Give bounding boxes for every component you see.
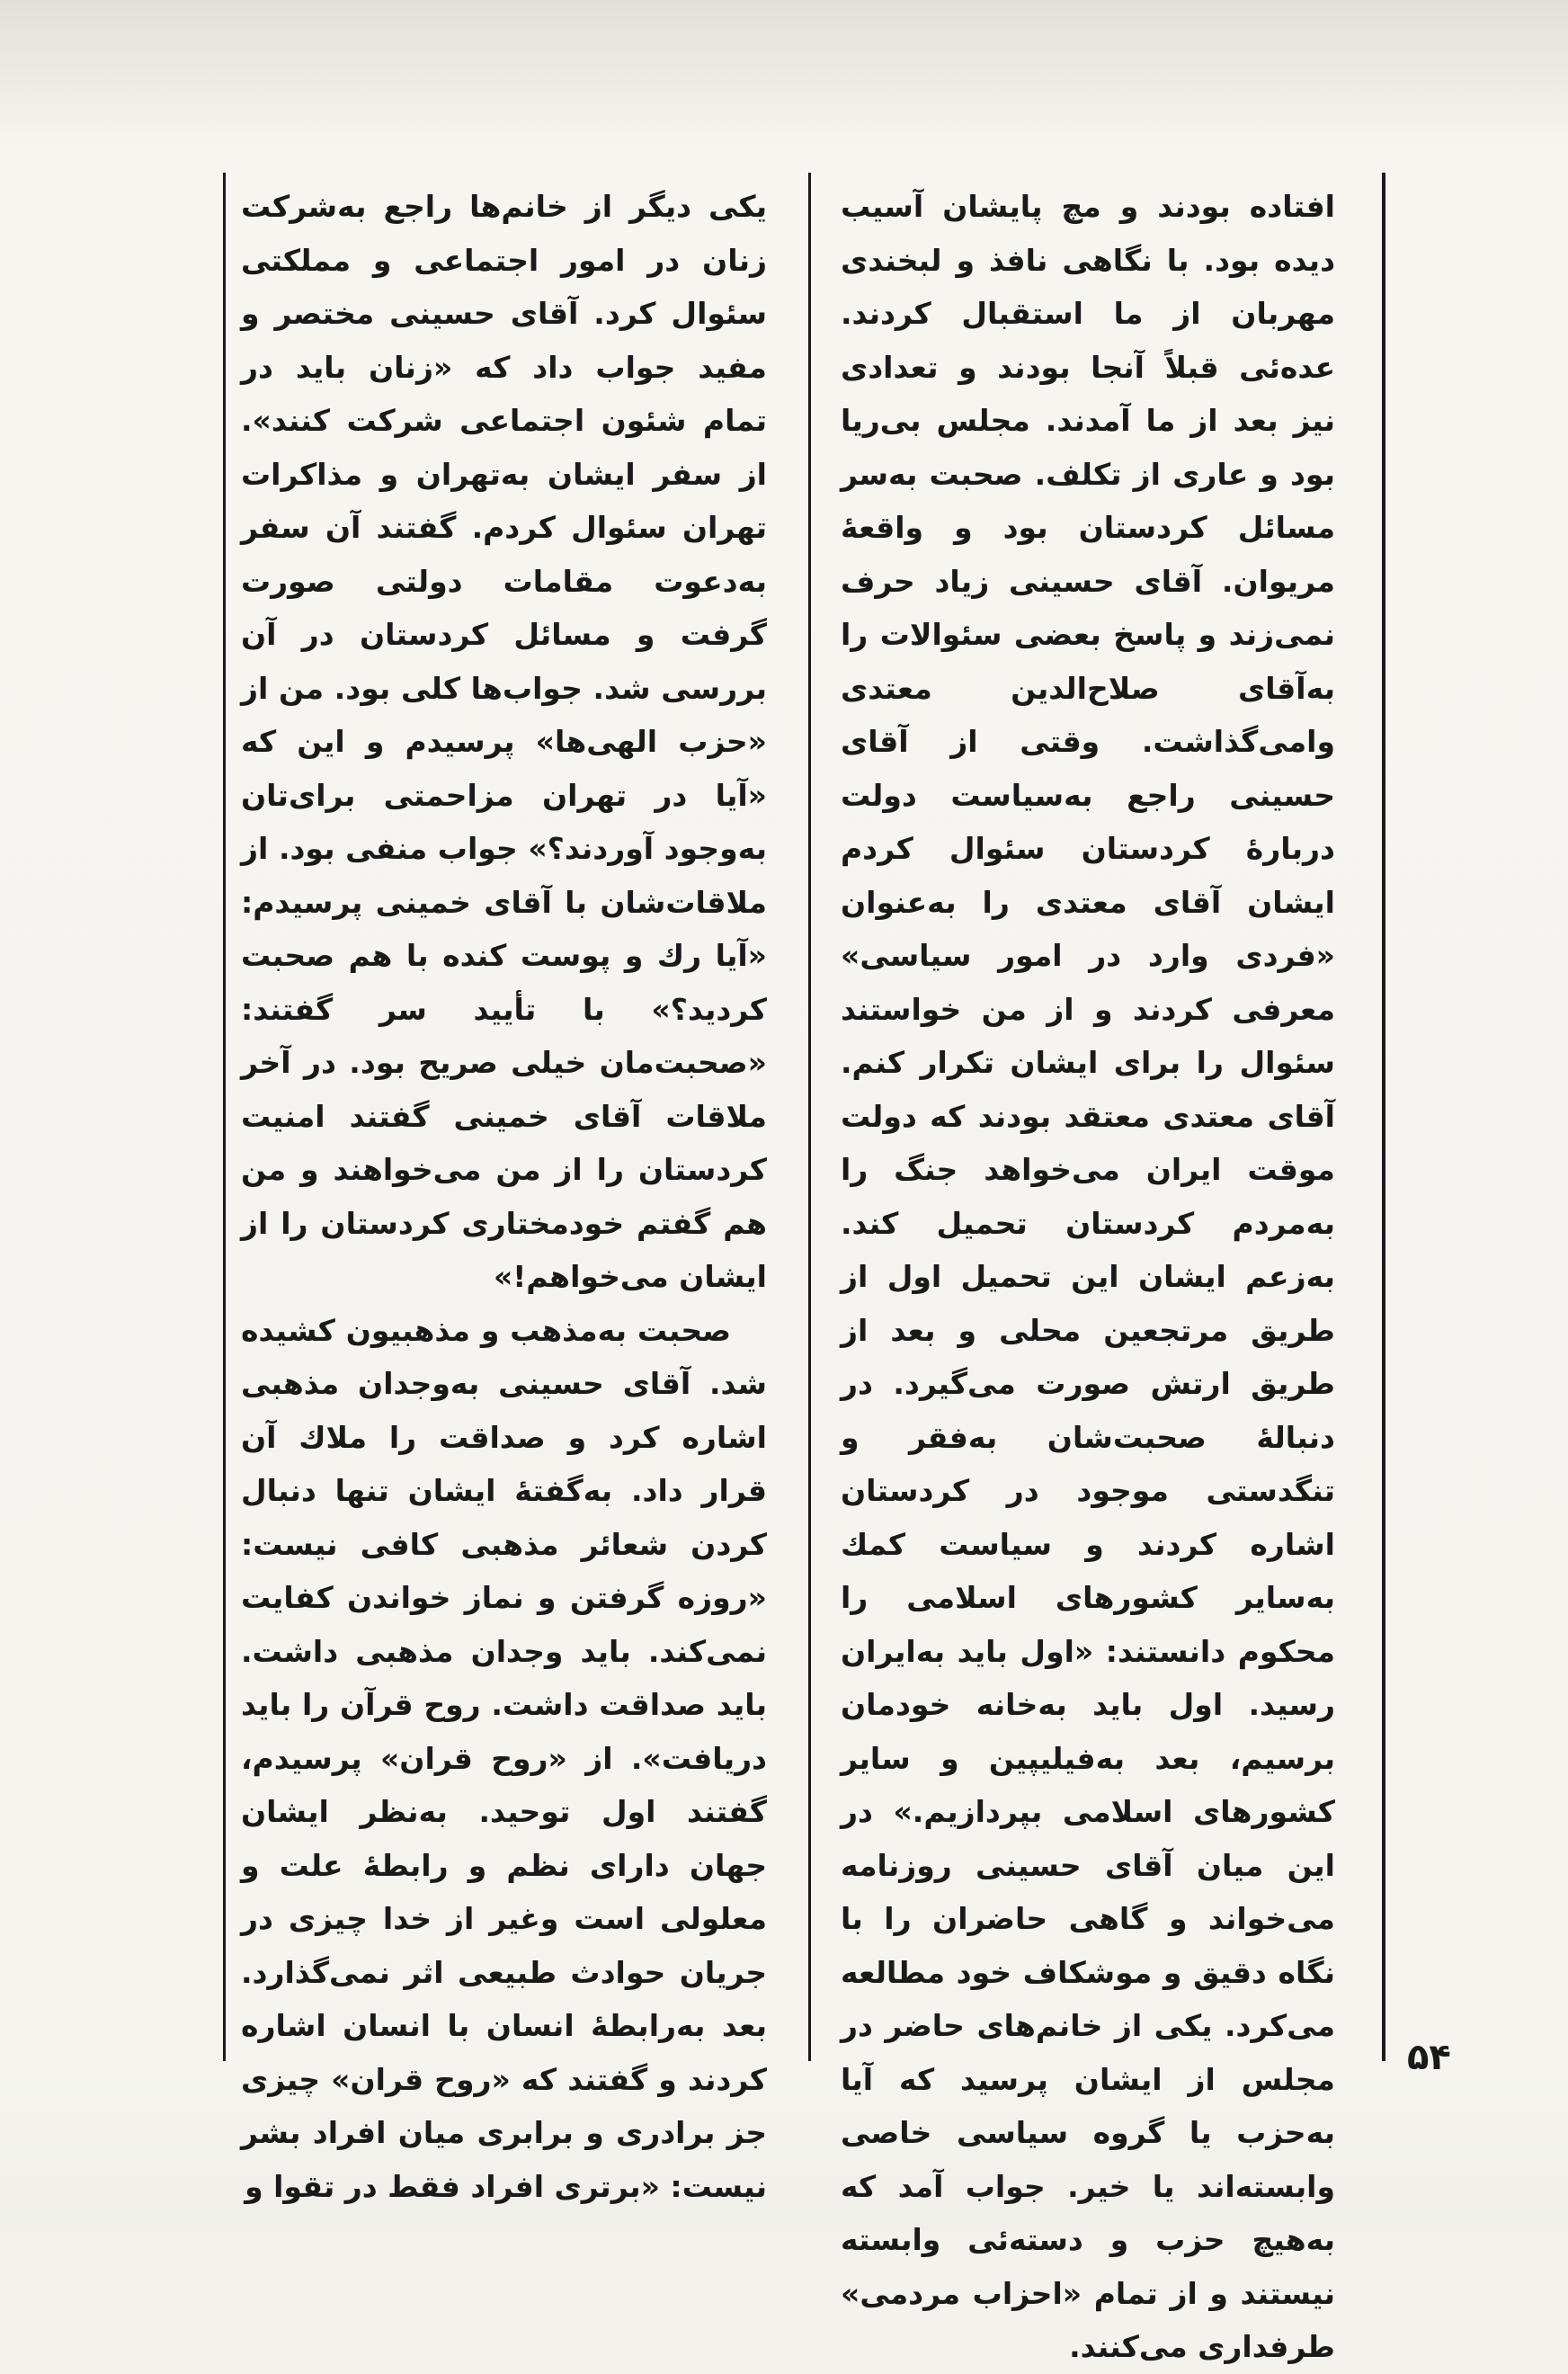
paper-fold-shadow <box>0 0 1568 148</box>
right-column-paragraph: افتاده بودند و مچ پایشان آسیب دیده بود. با نگاهی نافذ و لبخندی مهربان از ما استقبال کردند. عده‌ئی قبلاً آنجا بودند و تعدادی نیز بعد از ما آمدند. مجلس بی‌ریا بود و عاری از تکلف. صحبت به‌سر مسائل کردستان بود و واقعهٔ مریوان. آقای حسینی زیاد حرف نمی‌زند و پاسخ بعضی سئوالات را به‌آقای صلاح‌الدین معتدی وامی‌گذاشت. وقتی از آقای حسینی راجع به‌سیاست دولت دربارهٔ کردستان سئوال کردم ایشان آقای معتدی را به‌عنوان «فردی وارد در امور سیاسی» معرفی کردند و از من خواستند سئوال را برای ایشان تکرار کنم. آقای معتدی معتقد بودند که دولت موقت ایران می‌خواهد جنگ را به‌مردم کردستان تحمیل کند. به‌زعم ایشان این تحمیل اول از طریق مرتجعین محلی و بعد از طریق ارتش صورت می‌گیرد. در دنبالهٔ صحبت‌شان به‌فقر و تنگدستی موجود در کردستان اشاره کردند و سیاست کمك به‌سایر کشورهای اسلامی را محکوم دانستند: «اول باید به‌ایران رسید. اول باید به‌خانه خودمان برسیم، بعد به‌فیلیپین و سایر کشورهای اسلامی بپردازیم.» در این میان آقای حسینی روزنامه می‌خواند و گاهی حاضران را با نگاه دقیق و موشکاف خود مطالعه می‌کرد. یکی از خانم‌های حاضر در مجلس از ایشان پرسید که آیا به‌حزب یا گروه سیاسی خاصی وابسته‌اند یا خیر. جواب آمد که به‌هیچ حزب و دسته‌ئی وابسته نیستند و از تمام «احزاب مردمی» طرفداری می‌کنند. <box>841 189 1335 2364</box>
left-column-paragraph-2: صحبت به‌مذهب و مذهبیون کشیده شد. آقای حسینی به‌وجدان مذهبی اشاره کرد و صداقت را ملاك آن قرار داد. به‌گفتهٔ ایشان تنها دنبال کردن شعائر مذهبی کافی نیست: «روزه گرفتن و نماز خواندن کفایت نمی‌کند. باید وجدان مذهبی داشت. باید صداقت داشت. روح قرآن را باید دریافت». از «روح قران» پرسیدم، گفتند اول توحید. به‌نظر ایشان جهان دارای نظم و رابطهٔ علت و معلولی است وغیر از خدا چیزی در جریان حوادث طبیعی اثر نمی‌گذارد. بعد به‌رابطهٔ انسان با انسان اشاره کردند و گفتند که «روح قران» چیزی جز برادری و برابری میان افراد بشر نیست: «برتری افراد فقط در تقوا و <box>241 1312 767 2204</box>
left-column-paragraph-1: یکی دیگر از خانم‌ها راجع به‌شرکت زنان در امور اجتماعی و مملکتی سئوال کرد. آقای حسینی مختصر و مفید جواب داد که «زنان باید در تمام شئون اجتماعی شرکت کنند». از سفر ایشان به‌تهران و مذاکرات تهران سئوال کردم. گفتند آن سفر به‌دعوت مقامات دولتی صورت گرفت و مسائل کردستان در آن بررسی شد. جواب‌ها کلی بود. من از «حزب الهی‌ها» پرسیدم و این که «آیا در تهران مزاحمتی برای‌تان به‌وجود آوردند؟» جواب منفی بود. از ملاقات‌شان با آقای خمینی پرسیدم: «آیا رك و پوست کنده با هم صحبت کردید؟» با تأیید سر گفتند: «صحبت‌مان خیلی صریح بود. در آخر ملاقات آقای خمینی گفتند امنیت کردستان را از من می‌خواهند و من هم گفتم خودمختاری کردستان را از ایشان می‌خواهم!» <box>241 189 767 1294</box>
left-text-column <box>241 180 767 2213</box>
left-margin-rule <box>223 173 226 2061</box>
right-text-column <box>841 180 1335 2374</box>
column-divider-rule <box>808 173 811 2061</box>
right-margin-rule <box>1382 173 1385 2061</box>
page-number: ۵۴ <box>1407 2037 1451 2078</box>
